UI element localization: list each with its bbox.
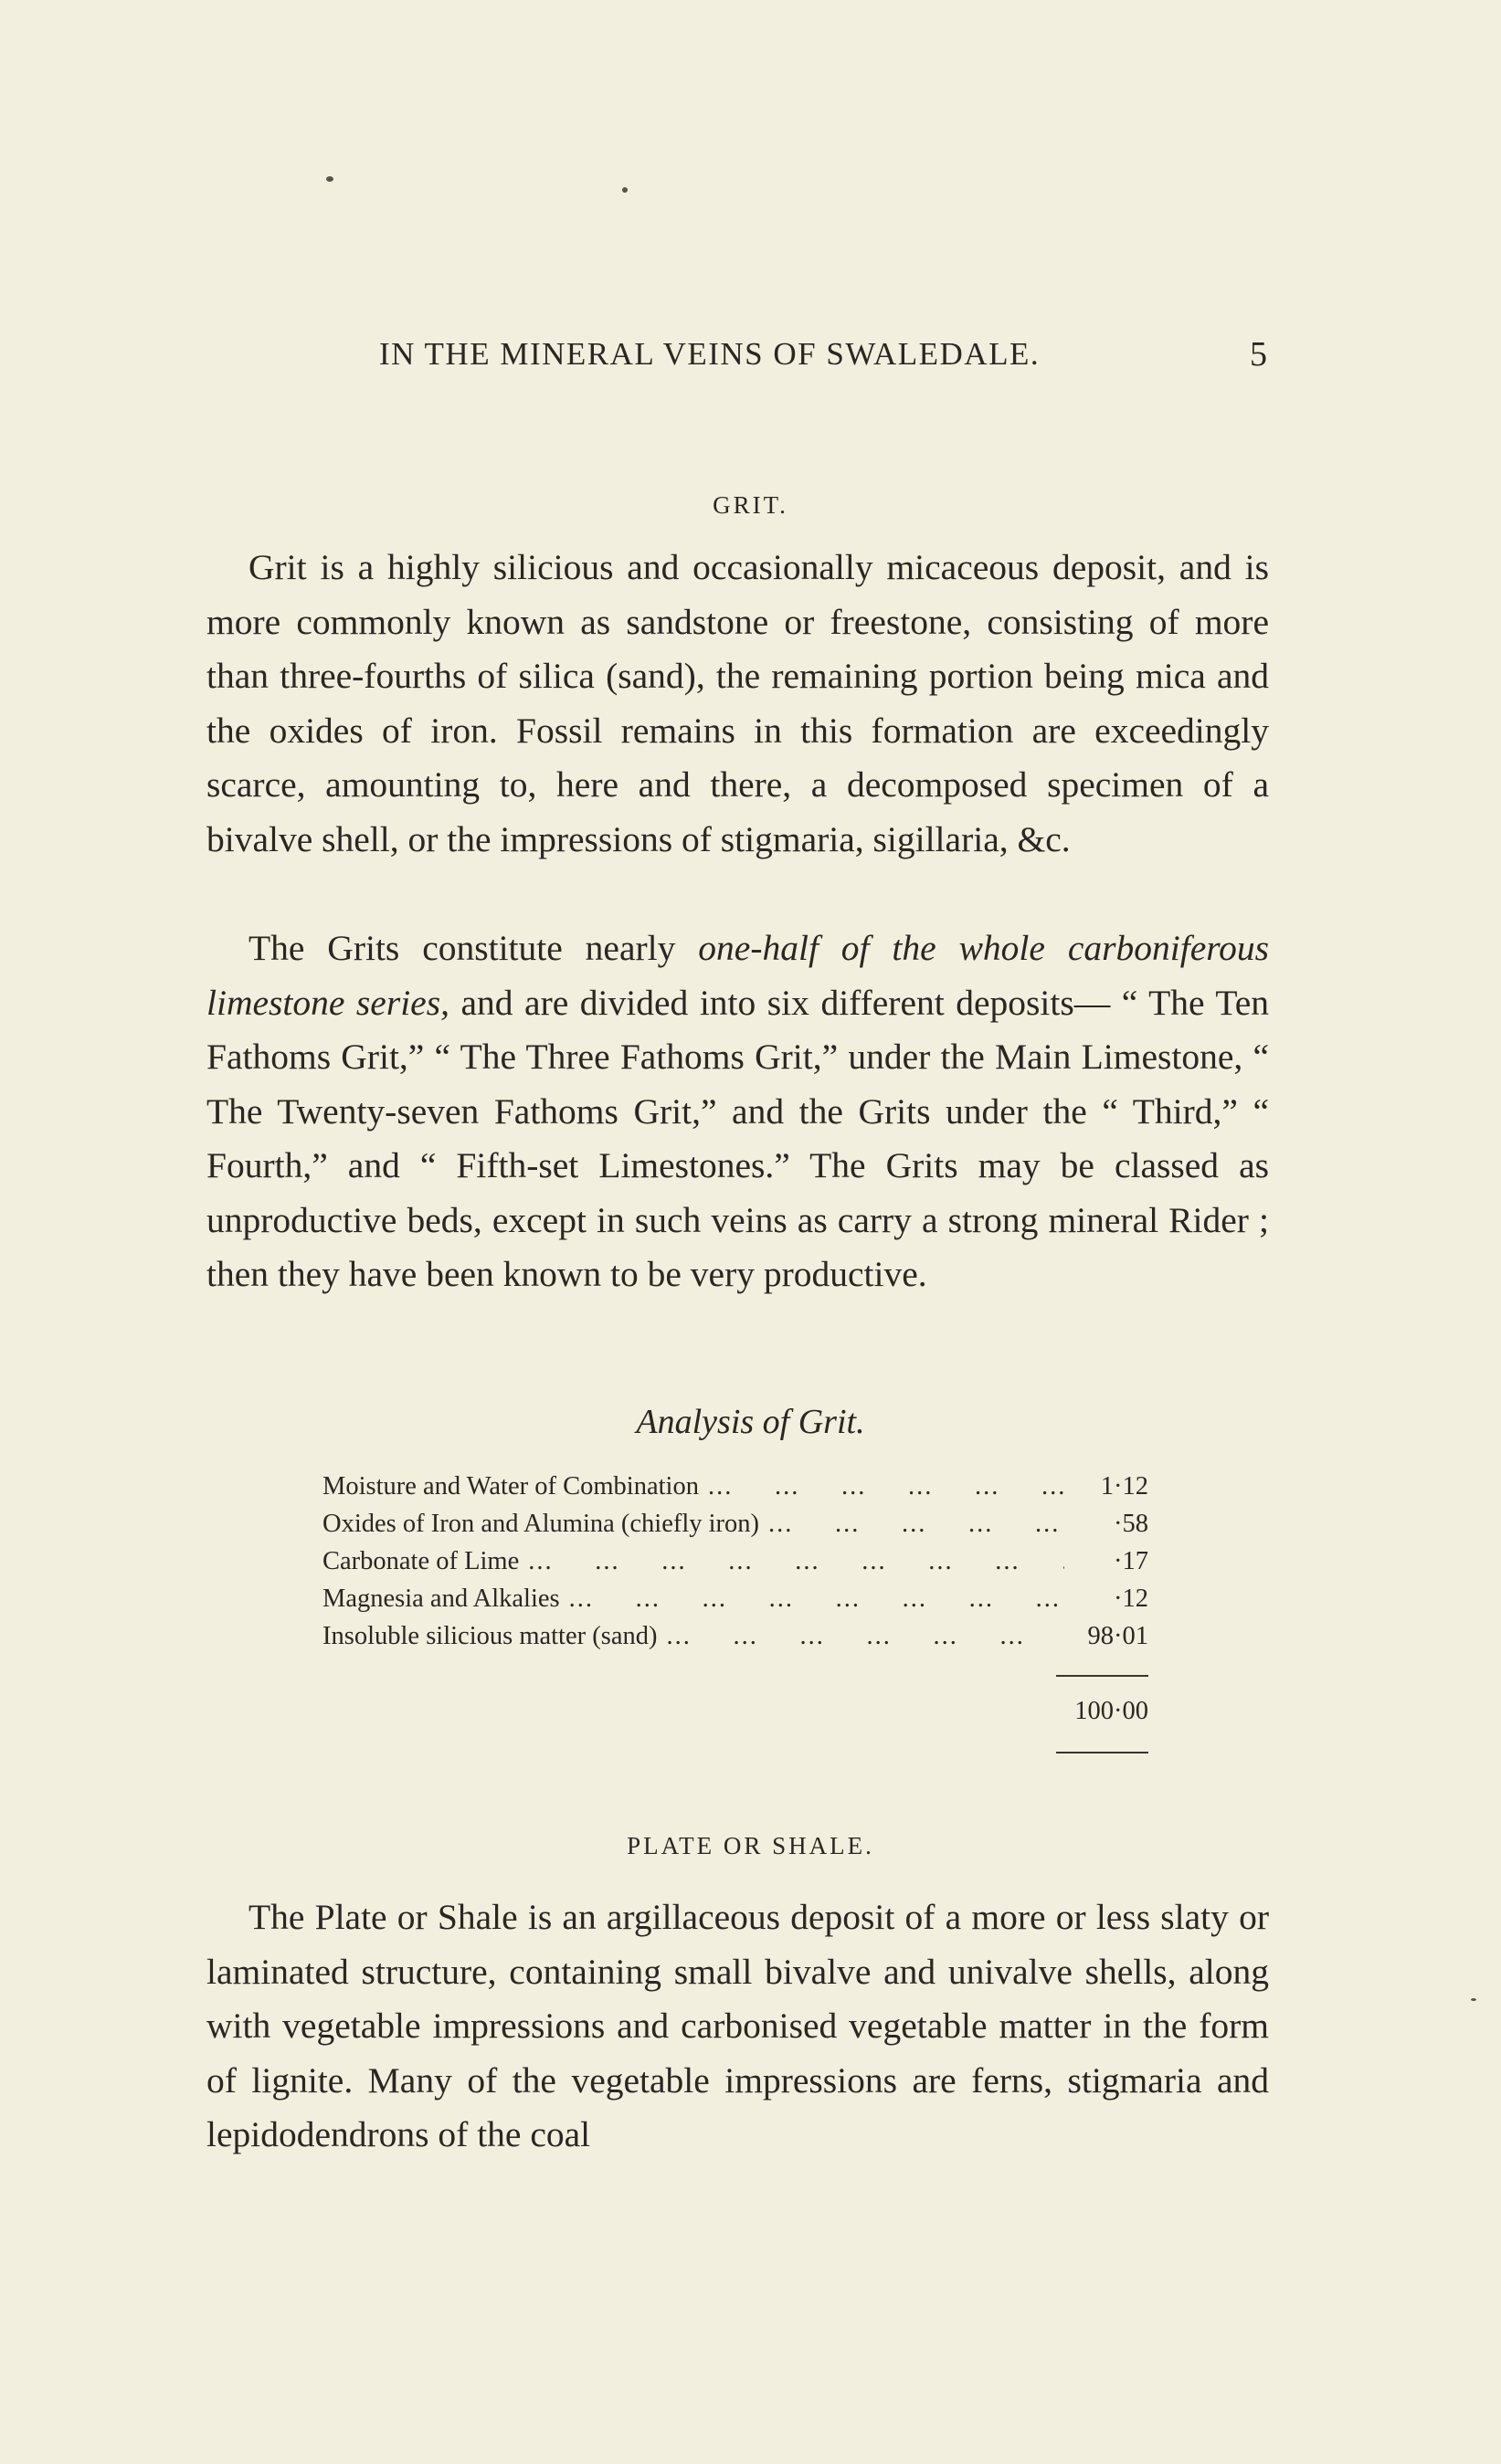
- page-number: 5: [1250, 335, 1267, 374]
- analysis-title: Analysis of Grit.: [636, 1403, 865, 1441]
- section-heading-shale: PLATE OR SHALE.: [627, 1832, 874, 1859]
- paper-speck: [622, 187, 628, 193]
- analysis-row: [322, 1622, 1148, 1659]
- dot-leader: [666, 1622, 1064, 1651]
- analysis-row: [322, 1472, 1148, 1510]
- grit-paragraph-2-italic: one-half of the whole carboniferous limestone series,: [206, 928, 1269, 1023]
- dot-leader: [569, 1585, 1064, 1614]
- dot-leader: [528, 1547, 1064, 1576]
- analysis-row-label: Oxides of Iron and Alumina (chiefly iron): [322, 1510, 760, 1538]
- analysis-row-value: 1·12: [1100, 1472, 1148, 1501]
- analysis-total: 100·00: [1074, 1697, 1148, 1725]
- dot-leader: [708, 1472, 1064, 1501]
- paper-speck: [1471, 1998, 1476, 2001]
- analysis-row-value: ·17: [1114, 1547, 1148, 1575]
- paper-speck: [326, 176, 333, 182]
- analysis-row-value: ·12: [1114, 1585, 1148, 1613]
- grit-paragraph-2: [206, 921, 1269, 1302]
- analysis-row-label: Carbonate of Lime: [322, 1547, 520, 1575]
- sum-rule-top: [1056, 1675, 1148, 1677]
- grit-paragraph-2-end: and are divided into six different deposits— “ The Ten Fathoms Grit,” “ The Three Fathoms Grit,” under the Main Limestone, “ The Twenty-seven Fathoms Grit,” and the Grits under the “ Third,” “ Fourth,” and “ Fifth-set Limestones.” The Grits may be classed as unproductive beds, except in such veins as carry a strong mineral Rider ; then they have been known to be very productive.: [206, 982, 1269, 1294]
- shale-paragraph-1: The Plate or Shale is an argillaceous deposit of a more or less slaty or laminated structure, containing small bivalve and univalve shells, along with vegetable impressions and carbonised vegetable matter in the form of lignite. Many of the vegetable impressions are ferns, stigmaria and lepidodendrons of the coal: [206, 1897, 1269, 2154]
- grit-paragraph-2-start: The Grits constitute nearly: [248, 928, 699, 968]
- running-head: IN THE MINERAL VEINS OF SWALEDALE.: [379, 336, 1041, 372]
- dot-leader: [768, 1510, 1064, 1539]
- analysis-row: [322, 1547, 1148, 1585]
- analysis-row: [322, 1510, 1148, 1547]
- grit-paragraph-1: Grit is a highly silicious and occasionally micaceous deposit, and is more commonly known as sandstone or freestone, consisting of more than three-fourths of silica (sand), the remaining portion being mica and the oxides of iron. Fossil remains in this formation are exceedingly scarce, amounting to, here and there, a decomposed specimen of a bivalve shell, or the impressions of stigmaria, sigillaria, &c.: [206, 547, 1269, 859]
- analysis-row-value: ·58: [1114, 1510, 1148, 1538]
- analysis-row-label: Magnesia and Alkalies: [322, 1585, 560, 1613]
- analysis-row-label: Moisture and Water of Combination: [322, 1472, 699, 1501]
- analysis-row: [322, 1585, 1148, 1622]
- analysis-table: [322, 1472, 1148, 1659]
- sum-rule-bottom: [1056, 1752, 1148, 1753]
- analysis-row-label: Insoluble silicious matter (sand): [322, 1622, 658, 1650]
- analysis-row-value: 98·01: [1087, 1622, 1148, 1650]
- section-heading-grit: GRIT.: [713, 491, 788, 519]
